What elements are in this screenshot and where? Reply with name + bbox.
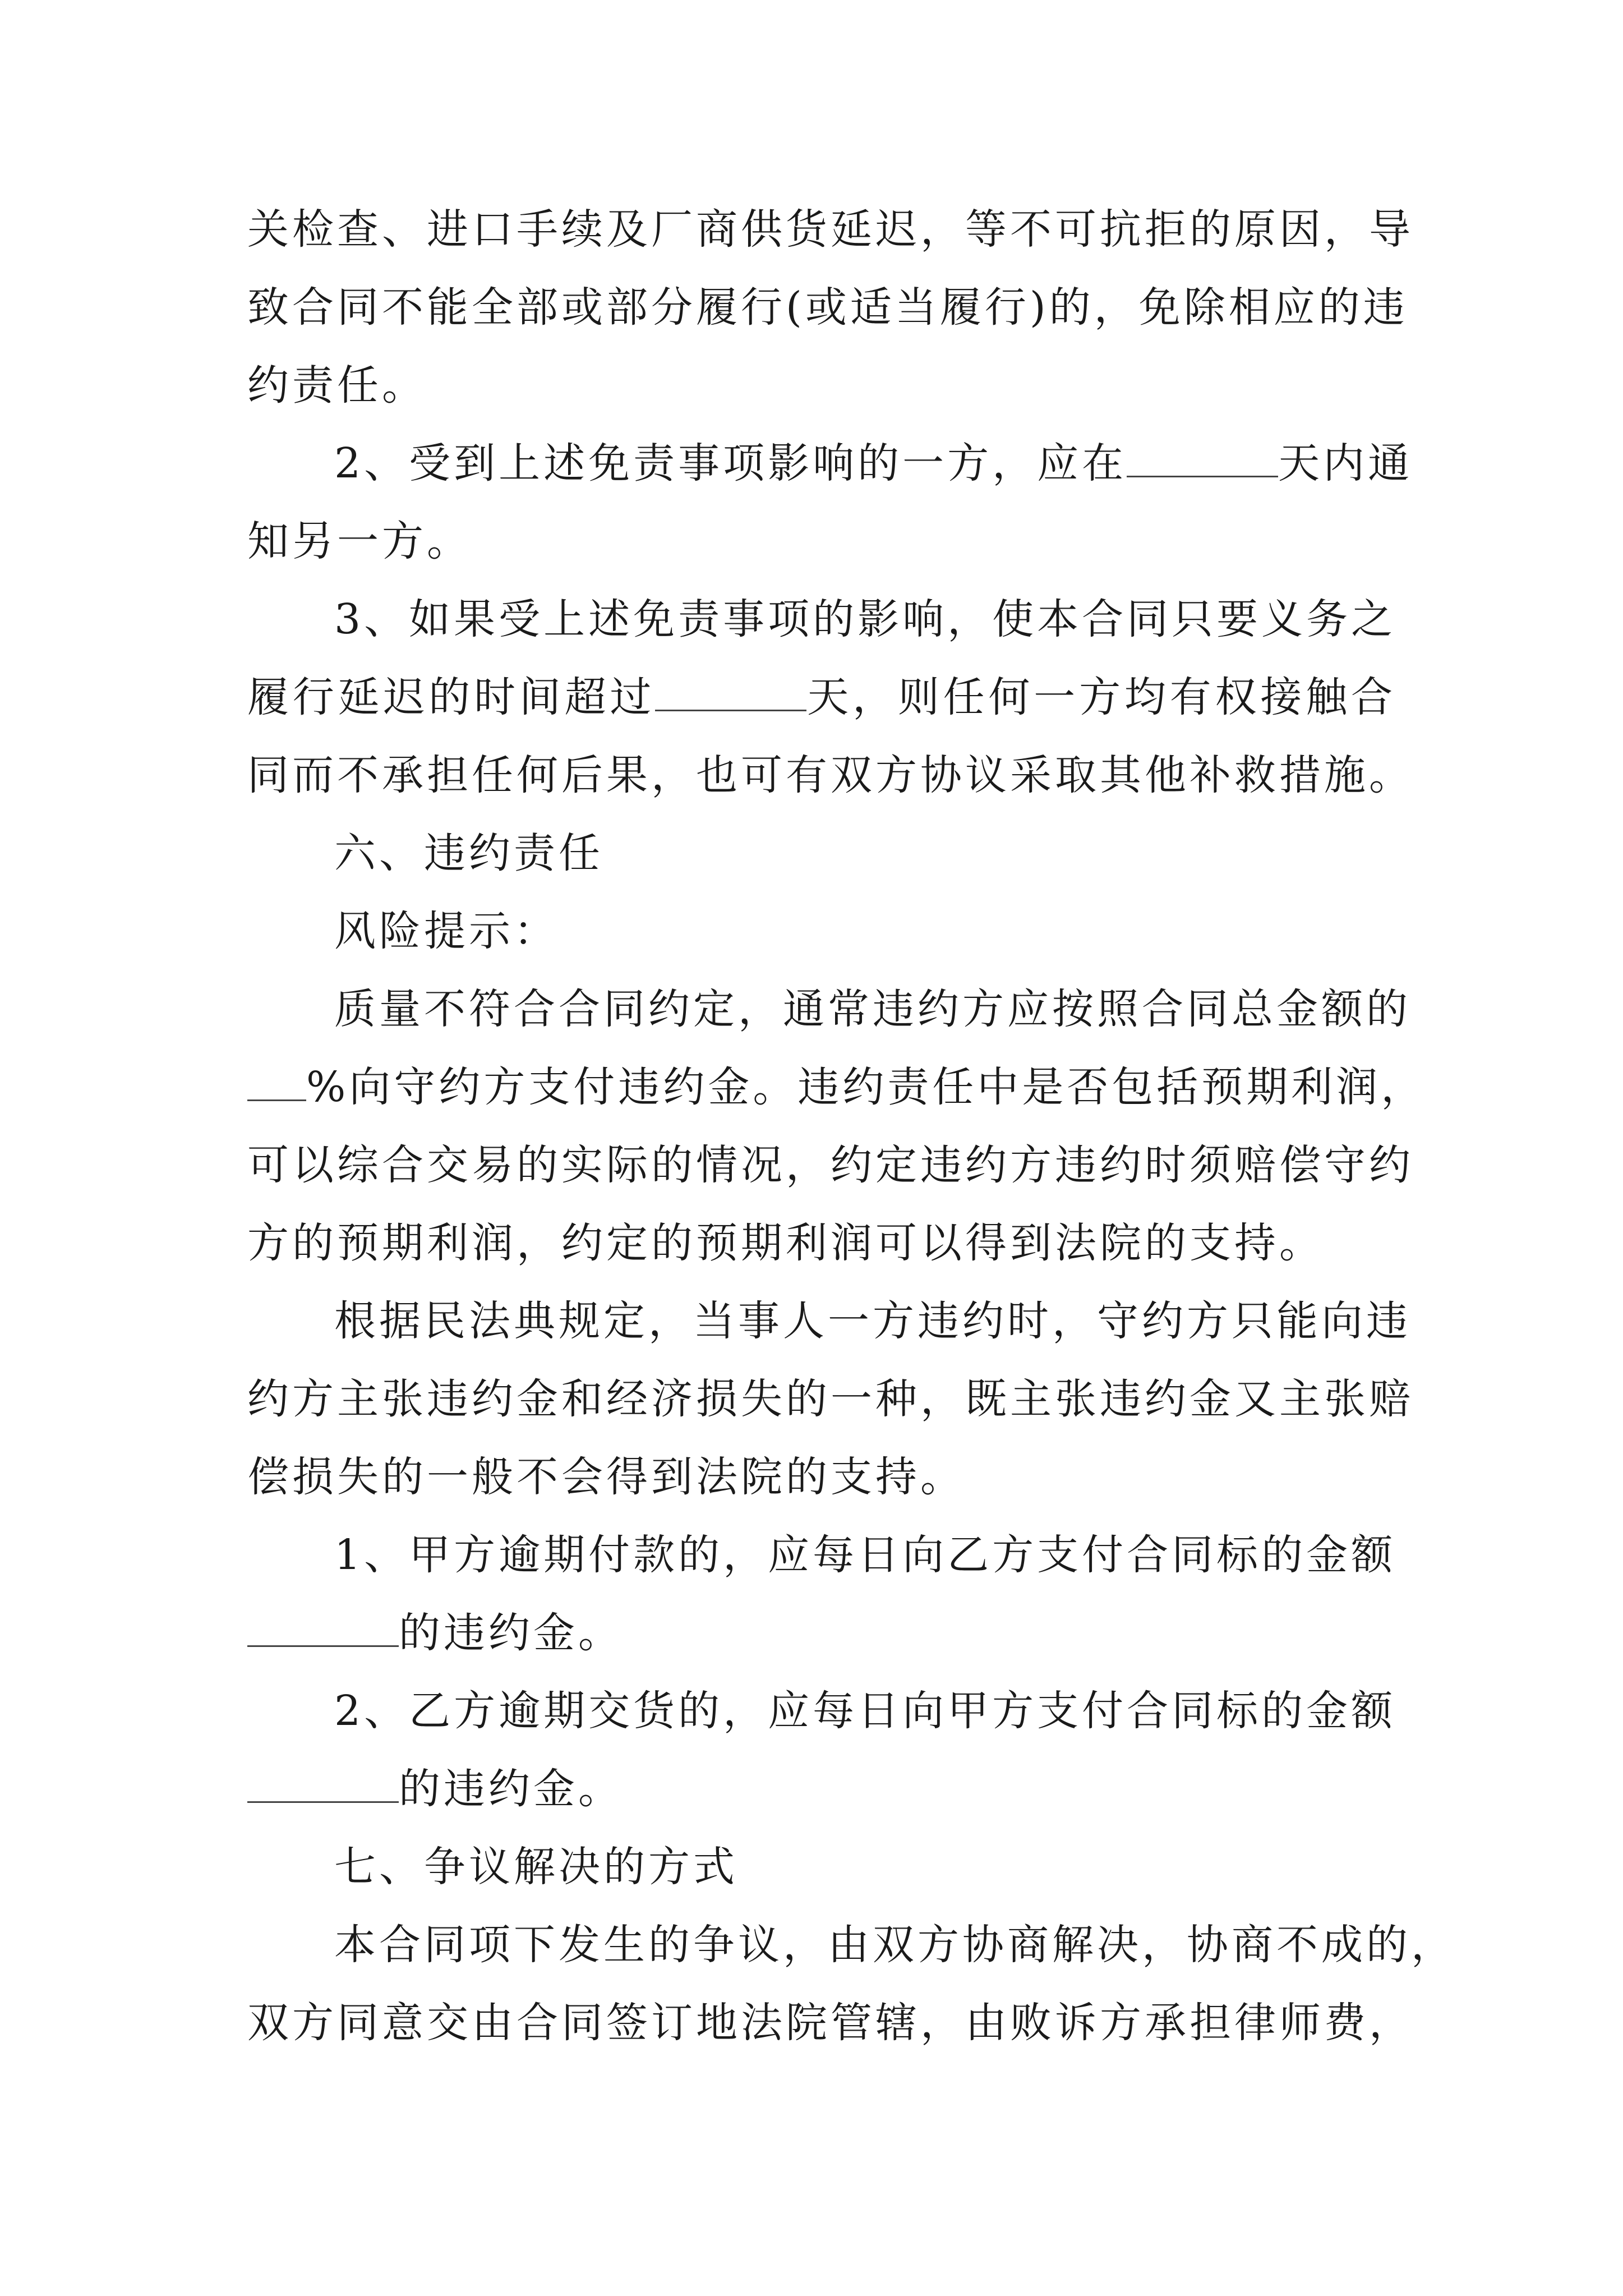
paragraph-late-payment <box>247 1516 1396 1672</box>
paragraph-civil-code <box>247 1282 1414 1516</box>
text-segment: %向守约方支付违约金。违约责任中是否包括预期利润， <box>306 1063 1426 1111</box>
text-line: 2、乙方逾期交货的，应每日向甲方支付合同标的金额 <box>334 1687 1396 1735</box>
fill-in-blank <box>247 1612 399 1647</box>
paragraph-force-majeure-continued <box>247 191 1414 425</box>
label-text: 风险提示： <box>334 907 559 955</box>
text-segment: 履行延迟的时间超过 <box>247 673 656 721</box>
text-line <box>247 1594 1396 1672</box>
text-line <box>247 1048 1426 1126</box>
paragraph-quality-penalty <box>247 970 1426 1282</box>
text-line: 根据民法典规定，当事人一方违约时，守约方只能向违 <box>334 1297 1411 1345</box>
text-line: 方的预期利润，约定的预期利润可以得到法院的支持。 <box>247 1219 1324 1267</box>
text-line: 1、甲方逾期付款的，应每日向乙方支付合同标的金额 <box>334 1531 1396 1579</box>
text-segment: 天，则任何一方均有权接触合 <box>806 673 1396 721</box>
text-line: 3、如果受上述免责事项的影响，使本合同只要义务之 <box>334 595 1396 643</box>
text-segment: 天内通 <box>1278 439 1413 487</box>
text-segment: 的违约金。 <box>399 1609 623 1657</box>
text-line: 本合同项下发生的争议，由双方协商解决，协商不成的， <box>334 1921 1456 1969</box>
risk-notice-label <box>247 892 1396 970</box>
fill-in-blank <box>247 1066 306 1101</box>
text-segment: 2、受到上述免责事项影响的一方，应在 <box>334 439 1127 487</box>
text-line: 可以综合交易的实际的情况，约定违约方违约时须赔偿守约 <box>247 1141 1414 1189</box>
text-line: 双方同意交由合同签订地法院管辖，由败诉方承担律师费， <box>247 1999 1414 2047</box>
text-line: 约方主张违约金和经济损失的一种，既主张违约金又主张赔 <box>247 1375 1414 1423</box>
section-heading-dispute-resolution <box>247 1828 1396 1906</box>
text-line: 关检查、进口手续及厂商供货延迟，等不可抗拒的原因，导 <box>247 205 1414 254</box>
fill-in-blank <box>655 676 806 711</box>
text-segment: 的违约金。 <box>399 1765 623 1813</box>
text-line: 偿损失的一般不会得到法院的支持。 <box>247 1453 965 1501</box>
text-line <box>247 659 1396 737</box>
document-body <box>247 191 1456 2062</box>
text-line: 约责任。 <box>247 361 427 409</box>
text-line <box>247 425 1413 503</box>
paragraph-dispute-clause <box>247 1906 1456 2062</box>
text-line: 知另一方。 <box>247 517 472 565</box>
paragraph-termination-clause <box>247 581 1414 815</box>
heading-text: 七、争议解决的方式 <box>334 1843 738 1891</box>
fill-in-blank <box>247 1768 399 1803</box>
text-line <box>247 1750 1396 1828</box>
text-line: 致合同不能全部或部分履行(或适当履行)的，免除相应的违 <box>247 283 1408 332</box>
section-heading-breach-liability <box>247 815 1396 892</box>
heading-text: 六、违约责任 <box>334 829 603 877</box>
text-line: 同而不承担任何后果，也可有双方协议采取其他补救措施。 <box>247 751 1414 799</box>
fill-in-blank <box>1127 442 1278 477</box>
paragraph-notify-clause <box>247 425 1413 581</box>
text-line: 质量不符合合同约定，通常违约方应按照合同总金额的 <box>334 985 1411 1033</box>
paragraph-late-delivery <box>247 1672 1396 1828</box>
